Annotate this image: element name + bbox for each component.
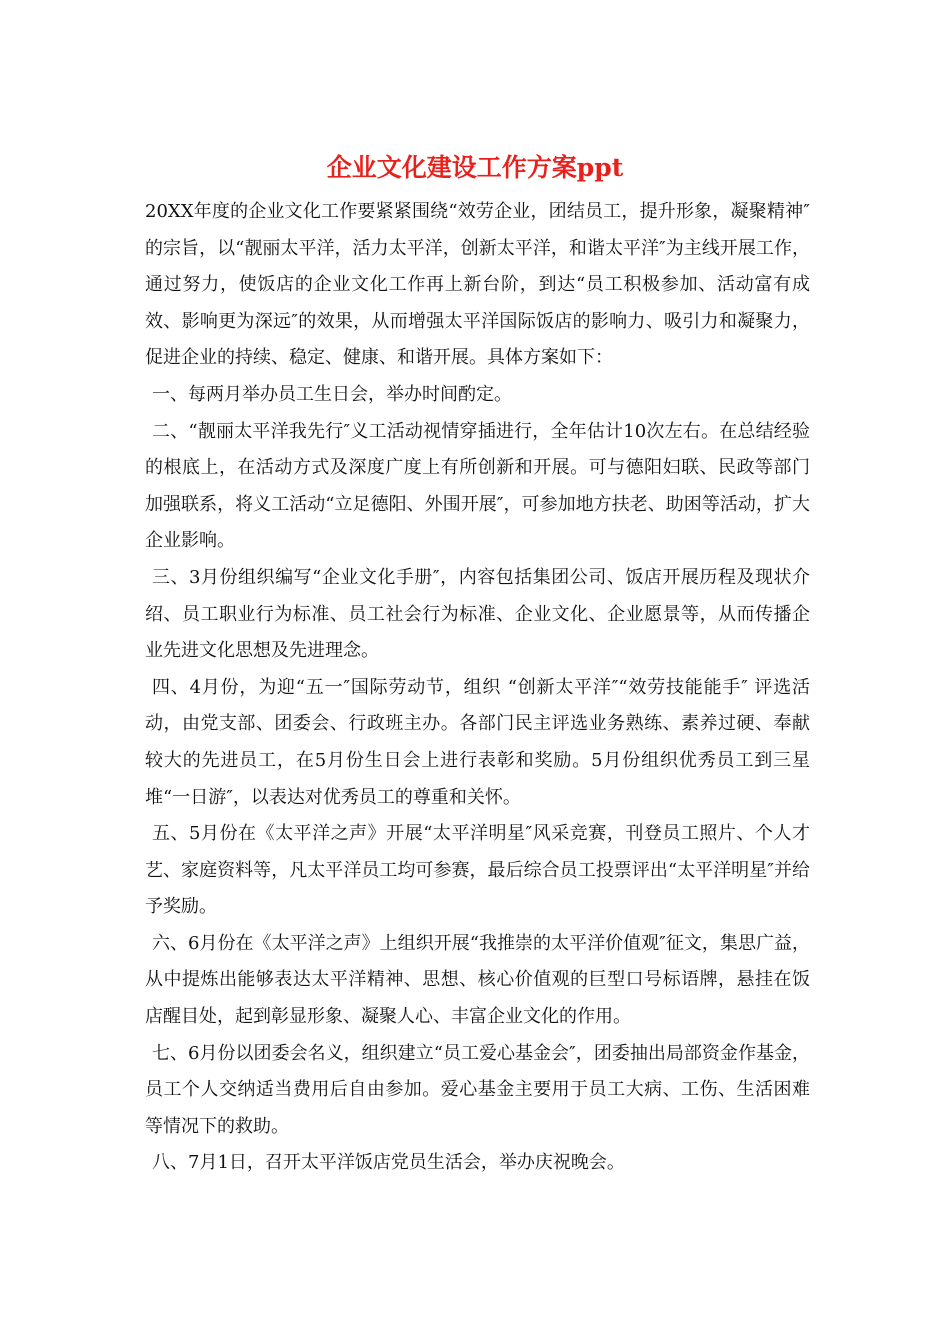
list-item-8: 八、7月1日，召开太平洋饭店党员生活会，举办庆祝晚会。 (152, 1152, 625, 1174)
list-item-2: 二、“靓丽太平洋我先行″义工活动视情穿插进行，全年估计10次左右。在总结经验的根底上，在活动方式及深度广度上有所创新和开展。可与德阳妇联、民政等部门加强联系，将义工活动“立足德阳、外围开展″，可参加地方扶老、助困等活动，扩大企业影响。 (145, 420, 810, 552)
list-item-5: 五、5月份在《太平洋之声》开展“太平洋明星″风采竞赛，刊登员工照片、个人才艺、家庭资料等，凡太平洋员工均可参赛，最后综合员工投票评出“太平洋明星″并给予奖励。 (145, 823, 811, 918)
list-item-7: 七、6月份以团委会名义，组织建立“员工爱心基金会″，团委抽出局部资金作基金，员工个人交纳适当费用后自由参加。爱心基金主要用于员工大病、工伤、生活困难等情况下的救助。 (145, 1042, 810, 1137)
list-item-1: 一、每两月举办员工生日会，举办时间酌定。 (152, 383, 512, 405)
list-item-4: 四、4月份，为迎“五一″国际劳动节，组织 “创新太平洋″“效劳技能能手″ 评选活动，由党支部、团委会、行政班主办。各部门民主评选业务熟练、素养过硬、奉献较大的先进员工，在5月份生日会上进行表彰和奖励。5月份组织优秀员工到三星堆“一日游″，以表达对优秀员工的尊重和关怀。 (145, 676, 810, 808)
list-item-6: 六、6月份在《太平洋之声》上组织开展“我推崇的太平洋价值观″征文，集思广益，从中提炼出能够表达太平洋精神、思想、核心价值观的巨型口号标语牌，悬挂在饭店醒目处，起到彰显形象、凝聚人心、丰富企业文化的作用。 (145, 932, 810, 1028)
document-title: 企业文化建设工作方案ppt (326, 153, 624, 182)
intro-paragraph: 20XX年度的企业文化工作要紧紧围绕“效劳企业，团结员工，提升形象，凝聚精神″的宗旨，以“靓丽太平洋，活力太平洋，创新太平洋，和谐太平洋″为主线开展工作，通过努力，使饭店的企业文化工作再上新台阶，到达“员工积极参加、活动富有成效、影响更为深远″的效果，从而增强太平洋国际饭店的影响力、吸引力和凝聚力，促进企业的持续、稳定、健康、和谐开展。具体方案如下： (145, 201, 810, 369)
document-body (145, 194, 810, 1182)
list-item-3: 三、3月份组织编写“企业文化手册″，内容包括集团公司、饭店开展历程及现状介绍、员工职业行为标准、员工社会行为标准、企业文化、企业愿景等，从而传播企业先进文化思想及先进理念。 (145, 566, 810, 662)
